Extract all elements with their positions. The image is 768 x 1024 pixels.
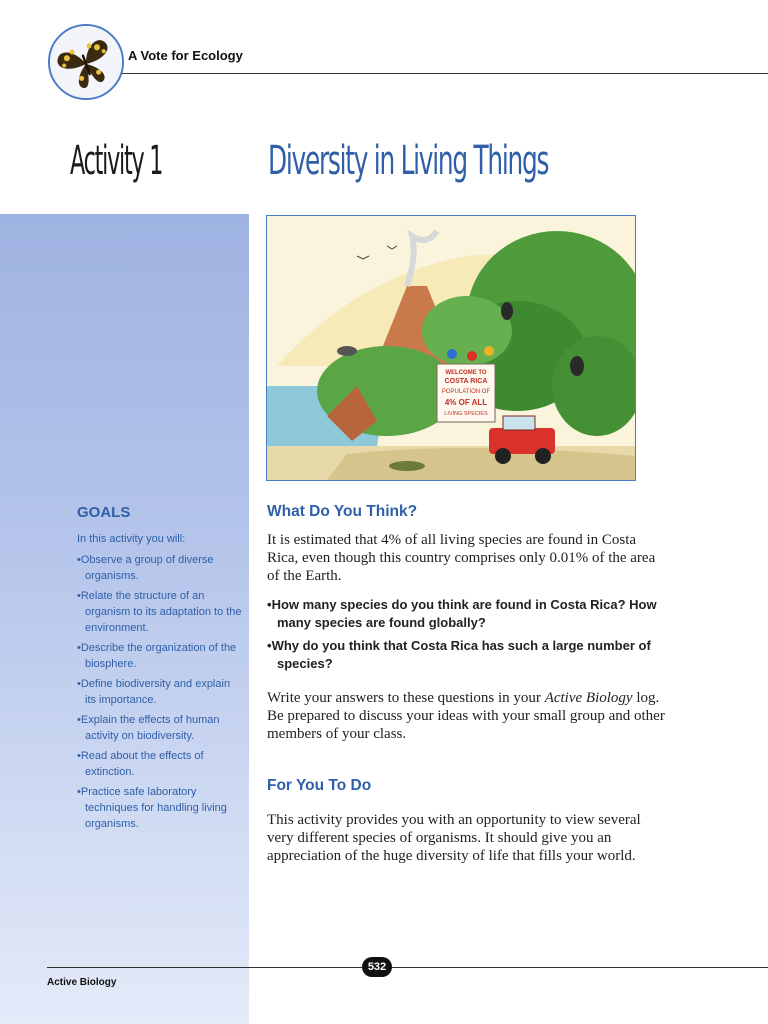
goals-list — [77, 552, 243, 836]
sign-line: 4% OF ALL — [444, 398, 488, 407]
activity-title: Diversity in Living Things — [268, 138, 549, 184]
think-intro: It is estimated that 4% of all living species are found in Costa Rica, even though this country comprises only 0.01% of the area of the Earth. — [267, 532, 656, 584]
goal-item: • Observe a group of diverse organisms. — [77, 552, 243, 584]
what-do-you-think-heading: What Do You Think? — [267, 503, 418, 520]
goal-item: • Define biodiversity and explain its importance. — [77, 676, 243, 708]
chapter-title: A Vote for Ecology — [128, 48, 243, 63]
question-list — [267, 596, 677, 678]
sign-line: LIVING SPECIES — [444, 411, 488, 417]
question-item: • Why do you think that Costa Rica has such a large number of species? — [267, 637, 677, 673]
goal-item: • Explain the effects of human activity on biodiversity. — [77, 712, 243, 744]
goal-item: • Describe the organization of the biosphere. — [77, 640, 243, 672]
for-you-to-do-heading: For You To Do — [267, 777, 372, 794]
log-title: Active Biology — [544, 690, 633, 706]
footer-divider — [47, 967, 768, 968]
answers-text: Write your answers to these questions in your — [267, 690, 545, 706]
butterfly-icon — [48, 24, 124, 100]
sign-line: WELCOME TO — [445, 370, 487, 376]
goal-item: • Relate the structure of an organism to its adaptation to the environment. — [77, 588, 243, 636]
question-item: • How many species do you think are found in Costa Rica? How many species are found globally? — [267, 596, 677, 632]
goals-intro: In this activity you will: — [77, 533, 186, 545]
sign-line: COSTA RICA — [444, 378, 488, 385]
answers-instructions — [267, 689, 667, 743]
activity-label: Activity 1 — [70, 138, 163, 184]
header-divider — [122, 73, 768, 74]
todo-text: This activity provides you with an opportunity to view several very different species of organisms. It should give you an appreciation of the huge diversity of life that fills your world. — [267, 812, 641, 864]
goal-item: • Practice safe laboratory techniques for handling living organisms. — [77, 784, 243, 832]
goals-heading: GOALS — [77, 504, 131, 521]
goal-item: • Read about the effects of extinction. — [77, 748, 243, 780]
costa-rica-illustration — [266, 215, 636, 481]
sign-line: POPULATION OF — [441, 389, 491, 395]
book-title: Active Biology — [47, 977, 117, 988]
page-number: 532 — [362, 957, 392, 977]
answers-text-end: log. Be prepared to discuss your ideas with your small group and other members of your class. — [267, 690, 665, 742]
